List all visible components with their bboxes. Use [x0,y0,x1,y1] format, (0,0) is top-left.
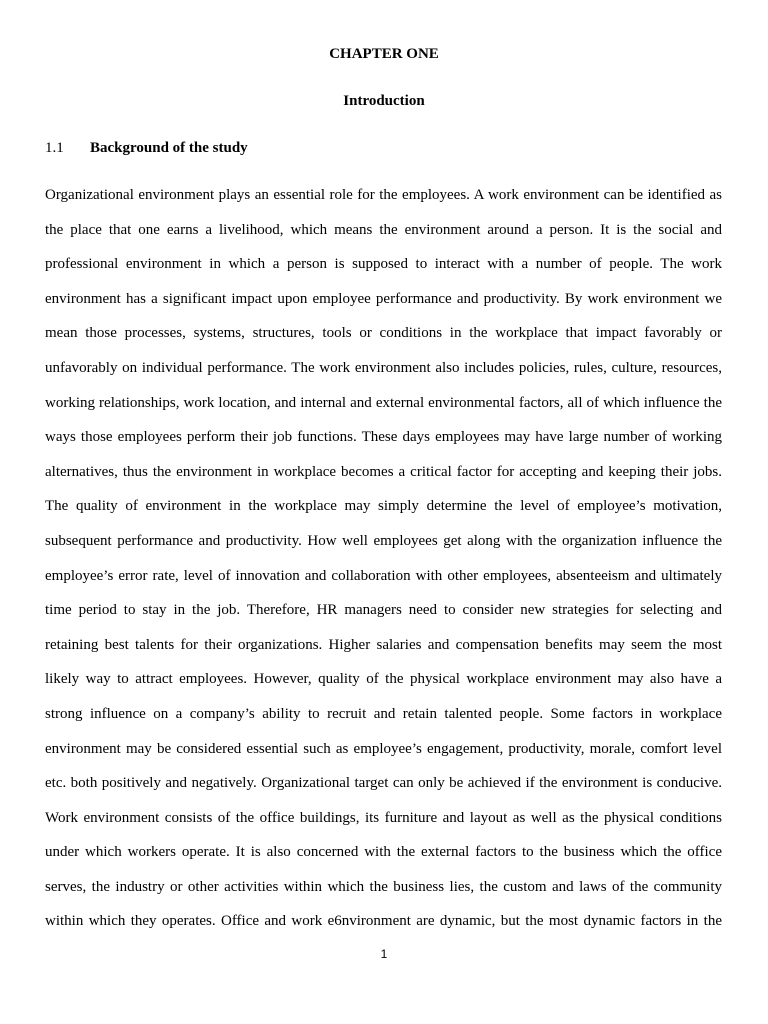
body-paragraph: Organizational environment plays an essential role for the employees. A work environment can be identified as the place that one earns a livelihood, which means the environment around a person. It is the social and professional environment in which a person is supposed to interact with a number of people. The work environment has a significant impact upon employee performance and productivity. By work environment we mean those processes, systems, structures, tools or conditions in the workplace that impact favorably or unfavorably on individual performance. The work environment also includes policies, rules, culture, resources, working relationships, work location, and internal and external environmental factors, all of which influence the ways those employees perform their job functions. These days employees may have large number of working alternatives, thus the environment in workplace becomes a critical factor for accepting and keeping their jobs. The quality of environment in the workplace may simply determine the level of employee’s motivation, subsequent performance and productivity. How well employees get along with the organization influence the employee’s error rate, level of innovation and collaboration with other employees, absenteeism and ultimately time period to stay in the job. Therefore, HR managers need to consider new strategies for selecting and retaining best talents for their organizations. Higher salaries and compensation benefits may seem the most likely way to attract employees. However, quality of the physical workplace environment may also have a strong influence on a company’s ability to recruit and retain talented people. Some factors in workplace environment may be considered essential such as employee’s engagement, productivity, morale, comfort level etc. both positively and negatively. Organizational target can only be achieved if the environment is conducive. Work environment consists of the office buildings, its furniture and layout as well as the physical conditions under which workers operate. It is also concerned with the external factors to the business which the office serves, the industry or other activities within which the business lies, the custom and laws of the community within which they operates. Office and work e6nvironment are dynamic, but the most dynamic factors in the [45,187,722,930]
section-title: Introduction [343,93,425,109]
page-number: 1 [380,947,388,961]
chapter-title: CHAPTER ONE [329,46,439,62]
subsection-number: 1.1 [45,140,64,156]
subsection-title: Background of the study [90,140,248,156]
subsection-heading [45,138,248,158]
